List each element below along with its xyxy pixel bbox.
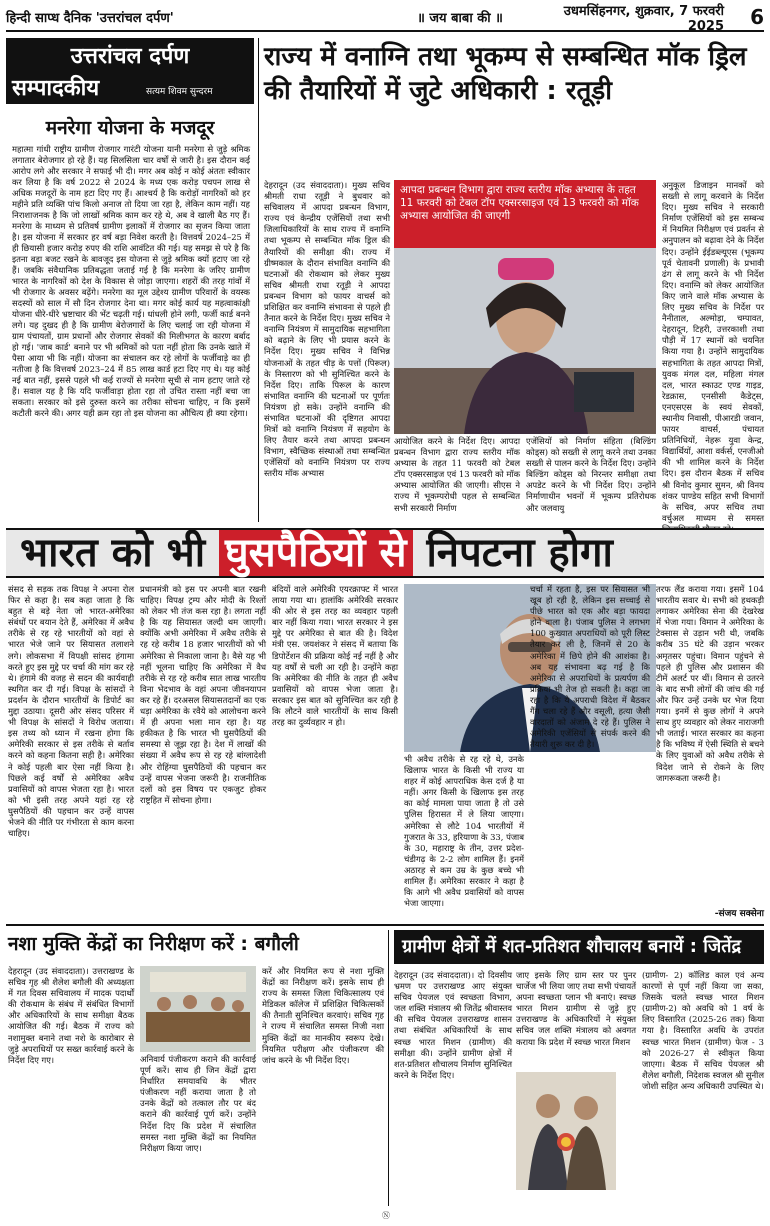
felicitation-photo <box>516 1072 616 1190</box>
top-story-column-2: आयोजित करने के निर्देश दिए। आपदा प्रबन्धन विभाग द्वारा राज्य स्तरीय मॉक अभ्यास के तहत 11 फरवरी को टेबल टॉप एक्सरसाइज एवं 13 फरवरी को मॉक अभ्यास आयोजित की जाएगी। सीएस ने राज्य में भूकम्परोधी पहल से सम्बन्धित सभी सरकारी निर्माण <box>394 436 520 513</box>
top-story-column-3: एजेंसियों को निर्माण संहिता (बिल्डिंग कोड्स) को सख्ती से लागू करने तथा उनका सख्ती से पालन करने के निर्देश दिए। उन्होंने बिल्डिंग कोड्स को निरन्तर समीक्षा तथा अपडेट करने के भी निर्देश दिए। उन्होंने निर्माणाधीन भवनों में भूकम्प प्रतिरोधक और जलवायु <box>526 436 656 513</box>
column-divider-bottom <box>388 930 389 1206</box>
column-divider <box>258 38 259 522</box>
mid-story-column-4: भी अवैध तरीके से रह रहे थे, उनके खिलाफ भारत के किसी भी राज्य या शहर में कोई आपराधिक केस दर्ज है या नहीं। अगर किसी के खिलाफ इस तरह का कोई मामला पाया जाता है तो उसे पुलिस हिरासत में ले लिया जाएगा। अमेरिका से लौटे 104 भारतीयों में गुजरात के 33, हरियाणा के 33, पंजाब के 30, महाराष्ट्र के तीन, उत्तर प्रदेश-चंडीगढ़ के 2-2 लोग शामिल हैं। इनमें अठारह से कम उम्र के कुछ बच्चे भी शामिल हैं। अमेरिका सरकार ने कहा है कि आगे भी अवैध प्रवासियों को वापस भेजा जाएगा। <box>404 754 524 909</box>
banner-part-1: भारत को भी <box>20 530 219 576</box>
chief-secretary-photo <box>394 248 656 434</box>
slogan: ॥ जय बाबा की ॥ <box>417 11 503 26</box>
story-right-column-3: (ग्रामीण- 2) कॉलिड काल एवं अन्य कारणों से पूर्ण नहीं किया जा सका, जिसके चलते स्वच्छ भारत मिशन (ग्रामीण-2) को अवधि को 1 वर्ष के लिए विस्तारित (2025-26 तक) किया गया है। विस्तारित अवधि के उपरांत स्वच्छ भारत मिशन (ग्रामीण) फेज - 3 को 2026-27 से स्वीकृत किया जाएगा। बैठक में सचिव पेयजल श्री शैलेश बगौली, निदेशक स्वजल श्री सुनील जोशी सहित अन्य अधिकारी उपस्थित थे। <box>642 970 765 1091</box>
story-left-column-1: देहरादून (उद संवाददाता)। उत्तराखण्ड के सचिव गृह श्री शैलेश बगौली की अध्यक्षता में गत दिवस सचिवालय में मादक पदार्थों की रोकथाम के संबंध में संबंधित विभागों और अधिकारियों के साथ समीक्षा बैठक आयोजित की गई। बैठक में राज्य को नशामुक्त बनाने तथा नशे के कारोबार से जुड़े अपराधियों पर सख्त कार्रवाई करने के निर्देश दिए गए। <box>8 966 134 1065</box>
top-story-column-4: अनुकूल डिजाइन मानकों को सख्ती से लागू करवाने के निर्देश दिए। मुख्य सचिव ने सरकारी निर्माण एजेंसियों को इस सम्बन्ध में नियमित निरीक्षण एवं प्रवर्तन से अनुपालन को बढ़ावा देने के निर्देश दिए। उन्होंने ईईडब्ल्यूएस (भूकम्प पूर्व चेतावनी प्रणाली) के प्रभावी ढंग से लागू करने के भी निर्देश दिए। वनाग्नि को लेकर आयोजित किए जाने वाले मॉक अभ्यास के लिए मुख्य सचिव के निर्देश पर नैनीताल, अल्मोड़ा, चम्पावत, देहरादून, टिहरी, उत्तरकाशी तथा पौड़ी में 17 स्थानों को चयनित किया गया है। उन्होंने सामुदायिक सहभागिता के तहत आपदा मित्रों, युवक मंगल दल, महिला मंगल दल, भारत स्काउट एण्ड गाइड, रेडक्रास, एनसीसी कैडेट्स, एनएसएस के स्वयं सेवकों, स्थानीय निवासी, पीआरडी जवान, फायर वाचर्स, पंचायत प्रतिनिधियों, नेहरू युवा केन्द्र, विद्यार्थियों, आशा वर्कर्स, एनजीओ की भी शामिल करने के निर्देश दिए। इस दौरान बैठक में सचिव श्री विनोद कुमार सुमन, श्री विनय शंकर पाण्डेय सहित सभी विभागों के सचिव, अपर सचिव तथा वर्चुअल माध्यम से समस्त <box>662 180 764 523</box>
page-number: 6 <box>750 5 764 29</box>
mid-story-byline: -संजय सक्सेना <box>714 909 764 919</box>
editorial-headline: मनरेगा योजना के मजदूर <box>45 117 215 139</box>
banner-headline <box>6 528 764 578</box>
editorial-motto: सत्यम शिवम सुन्दरम <box>146 87 213 97</box>
editorial-section-label: सम्पादकीय <box>12 76 100 101</box>
editorial-masthead <box>6 38 254 104</box>
story-left-headline: नशा मुक्ति केंद्रों का निरीक्षण करें : बगौली <box>8 933 299 955</box>
masthead-title: उत्तरांचल दर्पण <box>70 44 190 69</box>
meeting-photo <box>140 966 256 1052</box>
top-story-headline: राज्य में वनाग्नि तथा भूकम्प से सम्बन्धित मॉक ड्रिल की तैयारियों में जुटे अधिकारी : रतूड़ी <box>264 42 747 106</box>
story-left-column-2: अनिवार्य पंजीकरण कराने की कार्रवाई पूर्ण करें। साथ ही जिन केंद्रों द्वारा निर्धारित समयावधि के भीतर पंजीकरण नहीं कराया जाता है तो उनके केंद्रों को तत्काल तौर पर बंद कराने की कार्रवाई पूर्ण करें। उन्होंने निर्देश दिए कि प्रदेश में संचालित समस्त नशा मुक्ति केंद्रों का नियमित निरीक्षण किया जाए। <box>140 1054 256 1153</box>
banner-part-3: निपटना होगा <box>412 530 613 576</box>
mid-story-column-1: संसद से सड़क तक विपक्ष ने अपना रोल फिर से कहा है। सब कहा जाता है कि बहुत से बड़े नेता जो भारत-अमेरिका संबंधों पर बयान देते हैं, अमेरिका में अवैध तरीके से रह रहे भारतीयों को वहां से भारत भेजे जाने पर सियासत तलाशने लगे। लोकसभा में विपक्षी सांसद हंगामा करते हुए इस मुद्दे पर चर्चा की मांग कर रहे थे। हंगामे की वजह से सदन की कार्यवाही स्थगित कर दी गई। विपक्ष के सांसदों ने प्रदर्शन के दौरान भारतीयों के डिपोर्ट का मुद्दा उठाया। दूसरी ओर संसद परिसर में भी विपक्ष के सांसदों ने विरोध जताया। इस तथ्य को ध्यान में रखना होगा कि अमेरिकी सरकार से इस तरीके से बर्ताव करने को कहना कितना सही है। अमेरिका ने कोई पहली बार ऐसा नहीं किया है। पिछले कई वर्षों से अमेरिका अवैध प्रवासियों को वापस भेजता रहा है। भारत को भी इसी तरह अपने यहां रह रहे घुसपैठियों की पहचान कर उन्हें वापस भेजने की नीति पर गंभीरता से काम करना चाहिए। <box>8 584 134 839</box>
mid-story-column-2: प्रधानमंत्री को इस पर अपनी बात रखनी चाहिए। विपक्ष ट्रम्प और मोदी के रिश्तों को लेकर भी तंज कस रहा है। लगता नहीं है कि यह सियासत जल्दी थम जाएगी। क्योंकि अभी अमेरिका में अवैध तरीके से रह रहे करीब 18 हजार भारतीयों को भी अमेरिका से निकाला जाना है। वैसे यह भी नहीं भूलना चाहिए कि अमेरिका में वैध तरीके से रह रहे करीब सात लाख भारतीय विना भेदभाव के वहां अपना जीवनयापन कर रहे हैं। दरअसल सियासतदानों का एक धड़ा अमेरिका के रवैये को आलोचना करने में ही अपना भला मान रहा है। यह हकीकत है कि भारत भी घुसपैठियों की समस्या से जूझ रहा है। देश में लाखों की संख्या में अवैध रूप से रह रहे बांग्लादेशी और रोहिंग्या घुसपैठियों की पहचान कर उन्हें वापस भेजना जरूरी है। राजनीतिक दलों को इस विषय पर एकजुट होकर राष्ट्रहित में सोचना होगा। <box>140 584 266 805</box>
top-story-callout: आपदा प्रबन्धन विभाग द्वारा राज्य स्तरीय मॉक अभ्यास के तहत 11 फरवरी को टेबल टॉप एक्सरसाइज एवं 13 फरवरी को मॉक अभ्यास आयोजित की जाएगी <box>394 180 656 248</box>
banner-part-2: घुसपैठियों से <box>219 530 413 576</box>
story-right-column-1: देहरादून (उद संवाददाता)। दो दिवसीय भ्रमण पर उत्तराखण्ड आए संयुक्त सचिव पेयजल एवं स्वच्छता विभाग, जल शक्ति मंत्रालय श्री जितेंद्र श्रीवास्तव की सचिव पेयजल उत्तराखण्ड शासन तथा संबंधित अधिकारियों के साथ स्वच्छ भारत मिशन (ग्रामीण) की समीक्षा की। उन्होंने ग्रामीण क्षेत्रों में शत-प्रतिशत शौचालय निर्माण सुनिश्चित करने के निर्देश दिए। <box>394 970 512 1080</box>
footer-mark: Ⓝ <box>382 1211 390 1220</box>
mid-story-column-5: चर्चा में रहता है, इस पर सियासत भी खूब हो रही है, लेकिन इस सच्चाई से पीछे भारत को एक और बड़ा फायदा होने वाला है। पंजाब पुलिस ने लगभग 100 कुख्यात अपराधियों को पूरी लिस्ट तैयार कर ली है, जिनमें से 20 के अमेरिका में छिपे होने की आशंका है। अब यह संभावना बढ़ गई है कि अमेरिका से अपराधियों के प्रत्यर्पण की प्रक्रिया भी तेज हो सकती है। कहा जा रहा है कि ये अपराधी विदेश में बैठकर गैंग चला रहे हैं और वसूली, हत्या जैसी वारदातों को अंजाम दे रहे हैं। पुलिस ने अमेरिकी एजेंसियों से संपर्क करने की तैयारी शुरू कर दी है। <box>530 584 650 750</box>
page-folio <box>6 4 764 32</box>
editorial-body: महात्मा गांधी राष्ट्रीय ग्रामीण रोजगार गारंटी योजना यानी मनरेगा से जुड़े श्रमिक लगातार बेरोजगार हो रहे हैं। यह सिलसिला चार वर्षों से जारी है। इस दौरान कई आरोप लगे और सरकार ने सफाई भी दी। मगर अब कोई न कोई अंततः स्वीकार कर लिया है कि वर्ष 2022 से 2024 के मध्य एक करोड़ पचपन लाख से अधिक मजदूरों के नाम हटा दिए गए हैं। आश्चर्य है कि करोड़ों नागरिकों को हर महीने प्रति व्यक्ति पांच किलो अनाज तो दिया जा रहा है, लेकिन काम नहीं। यह निराशाजनक है कि जो लाखों श्रमिक काम कर रहे थे, अब वे खाली बैठ गए हैं। मनरेगा के माध्यम से प्रतिवर्ष ग्रामीण इलाकों में रोजगार का सृजन किया जाता है। इस योजना में सरकार हर वर्ष बड़ा निवेश करती है। वित्तवर्ष 2024–25 में ही छियासी हजार करोड़ रुपए की राशि आवंटित की गई। यह समझ से परे है कि इतना बड़ा बजट रखने के बावजूद इस योजना से जुड़े श्रमिक क्यों हटाए जा रहे हैं। जबकि संवैधानिक प्रतिबद्धता जताई गई है कि मनरेगा के जरिए ग्रामीण भारत के नागरिकों को देश के विकास से जोड़ा जाएगा। शहरों की तरह गांवों में भी रोजगार के अवसर बढ़ेंगे। मनरेगा का मूल उद्देश्य ग्रामीण परिवारों के वयस्क सदस्यों को साल में सौ दिन रोजगार देना था। मगर कोई कार्य यह महत्वाकांक्षी योजना धीरे-धीरे भ्रष्टाचार की भेंट चढ़ती गई। धांधली होने लगी, फर्जी कार्ड बनने लगे। यह दुखद ही है कि ग्रामीण बेरोजगारों के लिए चलाई जा रही योजना में ग्राम पंचायतों, ग्राम प्रधानों और रोजगार सेवकों की मिलीभगत के कारण बर्बाद हो गई। 'जाब कार्ड' बनाने पर भी श्रमिकों को पता नहीं होता कि उनके खाते में पैसा आया भी कि नहीं। योजना का संचालन कर रहे लोगों के फर्जीवाड़े का ही नतीजा है कि वित्तवर्ष 2023–24 में 85 लाख कार्ड हटा दिए गए थे। यह कोई नई बात नहीं, इससे पहले भी कई राज्यों से मनरेगा सूची से नाम हटाए जाते रहे हैं। सवाल यह है कि यदि फर्जीवाड़ा होता रहा तो उचित रास्ता नहीं बचा जा सकता। सरकार को इसे दुरुस्त करने का तरीका सोचना चाहिए, न कि इसमें कटौती करने की। अगर यही क्रम रहा तो इस योजना का औचित्य ही क्या रहेगा। <box>12 144 250 418</box>
newspaper-page <box>6 4 764 1222</box>
story-right-column-2: जाए इसके लिए ग्राम स्तर पर पुनर चार्जेज भी लिया जाए तथा सभी पंचायतें अपना स्वच्छता प्लान भी बनाएं। स्वच्छ भारत मिशन ग्रामीण से जुड़े हुए उत्तराखण्ड के अधिकारियों ने संयुक्त सचिव जल शक्ति मंत्रालय को अवगत कराया कि प्रदेश में स्वच्छ भारत मिशन <box>516 970 636 1047</box>
story-left-column-3: करें और नियमित रूप से नशा मुक्ति केंद्रों का निरीक्षण करें। इसके साथ ही राज्य के समस्त जिला चिकित्सालय एवं मेडिकल कॉलेज में प्रशिक्षित चिकित्सकों की तैनाती सुनिश्चित करवाएं। सचिव गृह ने राज्य में संचालित समस्त निजी नशा मुक्ति केंद्रों का मानकीय स्वरूप देखे। नियमित परीक्षण और पंजीकरण की जांच करने के भी निर्देश दिए। <box>262 966 384 1065</box>
top-story-column-1: देहरादून (उद संवाददाता)। मुख्य सचिव श्रीमती राधा रतूड़ी ने बुधवार को सचिवालय में आपदा प्रबन्धन विभाग, राज्य एवं केन्द्रीय एजेंसियों तथा सभी जिलाधिकारियों के साथ राज्य में वनाग्नि तथा भूकम्प से सम्बन्धित मॉक ड्रिल की तैयारियों की समीक्षा की। राज्य में ग्रीष्मकाल के दौरान संभावित वनाग्नि की घटनाओं की रोकथाम को लेकर मुख्य सचिव श्रीमती राधा रतूड़ी ने आपदा प्रबन्धन विभाग को फायर वाचर्स को प्रशिक्षित कर वनाग्नि संभावना से पहले ही तैनात करने के निर्देश दिए। मुख्य सचिव ने वनाग्नि नियंत्रण में सामुदायिक सहभागिता को बढ़ाने के लिए भी प्रयास करने के निर्देश दिए। मुख्य सचिव ने विभिन्न योजनाओं के तहत चीड़ के पत्तों (पिरूल) के निस्तारण को भी सुनिश्चित करने के निर्देश दिए। ताकि पिरूल के कारण संभावित वनाग्नि की घटनाओं पर पूर्णतः नियंत्रण हो सके। उन्होंने वनाग्नि की संभावित घटनाओं की दृष्टिगत आपदा मित्रों को वनाग्नि नियंत्रण में सहयोग के लिए तैयार करने तथा आपदा प्रबन्धन विभाग, स्वैच्छिक संस्थाओं तथा सम्बन्धित एजेंसियों को वनाग्नि नियंत्रण पर राज्य स्तरीय मॉक अभ्यास <box>264 180 390 479</box>
mid-story-column-6: तरफ लैंड कराया गया। इसमें 104 भारतीय सवार थे। सभी को हथकड़ी लगाकर अमेरिका सेना की देखरेख में भेजा गया। विमान ने अमेरिका के टेक्सास से उड़ान भरी थी, जबकि करीब 35 घंटे की उड़ान भरकर अमृतसर पहुंचा। विमान पहुंचने से पहले ही पुलिस और प्रशासन की टीमें अलर्ट पर थीं। विमान से उतरने के बाद सभी लोगों की जांच की गई और फिर उन्हें उनके घर भेज दिया गया। इनमें से कुछ लोगों ने अपने साथ हुए व्यवहार को लेकर नाराजगी भी जताई। भारत सरकार का कहना है कि भविष्य में ऐसी स्थिति से बचने के लिए युवाओं को अवैध तरीके से विदेश जाने से रोकने के लिए जागरूकता जरूरी है। <box>656 584 764 783</box>
dateline: उधमसिंहनगर, शुक्रवार, 7 फरवरी 2025 <box>563 3 724 34</box>
section-divider <box>6 924 764 926</box>
story-right-headline: ग्रामीण क्षेत्रों में शत-प्रतिशत शौचालय बनायें : जितेंद्र <box>394 930 764 964</box>
paper-label: हिन्दी साप्ध दैनिक 'उत्तरांचल दर्पण' <box>6 11 174 26</box>
mid-story-column-3: बंदियों वाले अमेरिकी एयरक्राफ्ट में भारत लाया गया था। हालांकि अमेरिकी सरकार की ओर से इस तरह का व्यवहार पहली बार नहीं किया गया। भारत सरकार ने इस मुद्दे पर अमेरिका से बात की है। विदेश मंत्री एस. जयशंकर ने संसद में बताया कि डिपोर्टेशन की प्रक्रिया कोई नई नहीं है और यह वर्षों से चली आ रही है। उन्होंने कहा कि अमेरिका की नीति के तहत ही अवैध प्रवासियों को वापस भेजा जाता है। सरकार इस बात को सुनिश्चित कर रही है कि लौटने वाले भारतीयों के साथ किसी तरह का दुर्व्यवहार न हो। <box>272 584 398 728</box>
story-right-column-2-tail <box>516 1192 636 1206</box>
